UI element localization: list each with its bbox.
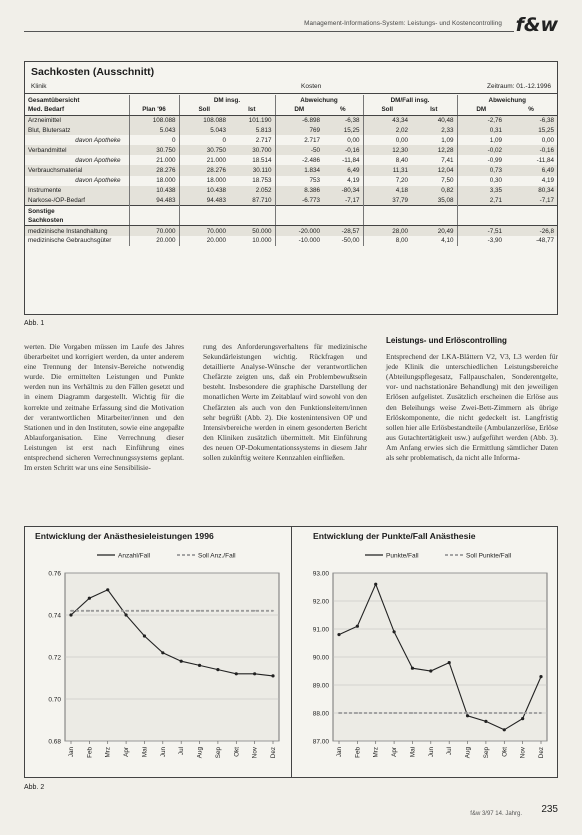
period-label: Zeitraum: 01.-12.1996	[487, 83, 551, 90]
table-cell: 12,28	[411, 145, 457, 155]
table-cell: 40,48	[411, 115, 457, 125]
table-cell: -6.773	[275, 196, 323, 206]
table-cell: 7,50	[441, 177, 454, 185]
group-header: DM/Fall insg.	[363, 95, 457, 105]
table-cell: 1.834	[275, 165, 323, 175]
clinic-label: Klinik	[31, 83, 47, 90]
row-label: medizinische Gebrauchsgüter	[28, 237, 112, 245]
table-cell: 4,19	[347, 177, 360, 185]
table-cell: 0	[129, 135, 179, 145]
text-column-3-body: Entsprechend der LKA-Blättern V2, V3, L3 werden für jede Klinik die unterschiedlichen Leistungsbereiche (Abteilungspflegesatz, Fallpauschalen, Sonderentgelte, vor- und nachstationäre Behandlung) mit den jeweiligen Erlösen aufgelistet. Zusätzlich erscheinen die Erlöse aus den Beleihungs weise Zwei-Bett-Zimmern als übrige Erlöskomponente, die nicht gedeckelt ist. Langfristig sollen hier alle Erlösbestandteile (Ambulanzerlöse, Erlöse aus Gutachtertätigkeit usw.) aufgeführt werden (Abb. 3). Am Anfang erwies sich die Ermittlung sämtlicher Daten als sehr problematisch, da nicht alle Informa-	[386, 352, 558, 463]
target-point	[540, 712, 542, 714]
table-cell: -11,84	[536, 156, 554, 164]
target-point	[70, 610, 72, 612]
x-tick-label: Okt	[233, 747, 241, 757]
table-cell: 0,00	[363, 135, 411, 145]
table-cell: 2,02	[363, 125, 411, 135]
x-tick-label: Jul	[178, 747, 186, 756]
table-cell: 30.110	[229, 165, 275, 175]
table-cell: 2,71	[457, 196, 505, 206]
x-tick-label: Dez	[270, 747, 277, 759]
x-tick-label: Apr	[123, 747, 131, 757]
legend-label: Punkte/Fall	[386, 552, 419, 560]
table-cell: 769	[275, 125, 323, 135]
table-cell: 1,09	[441, 136, 454, 144]
y-tick-label: 0.70	[48, 696, 61, 704]
table-cell: 28.276	[179, 165, 229, 175]
target-point	[356, 712, 358, 714]
y-tick-label: 93.00	[312, 570, 329, 578]
table-cell: 12,04	[411, 165, 457, 175]
table-cell: 4,19	[541, 177, 554, 185]
table-cell: 10.438	[129, 186, 179, 196]
table-cell: 8.386	[275, 186, 323, 196]
target-point	[485, 712, 487, 714]
target-point	[448, 712, 450, 714]
table-cell: -6.898	[275, 115, 323, 125]
section2-label-line2: Sachkosten	[25, 216, 129, 226]
data-point	[374, 583, 377, 586]
y-tick-label: 89.00	[312, 682, 329, 690]
table-cell: -10.000	[275, 236, 323, 246]
y-tick-label: 91.00	[312, 626, 329, 634]
y-tick-label: 0.68	[48, 738, 61, 746]
data-point	[356, 625, 359, 628]
unit-label: Kosten	[301, 83, 322, 90]
table-cell: 11,31	[363, 165, 411, 175]
table-cell: 18.753	[252, 177, 272, 185]
table-cell: -0,16	[505, 145, 557, 155]
target-point	[125, 610, 127, 612]
x-tick-label: Mai	[409, 747, 417, 758]
data-point	[503, 728, 506, 731]
table-row	[25, 155, 557, 165]
table-cell: 0,82	[411, 186, 457, 196]
row-label: Arzneimittel	[25, 115, 129, 125]
legend-label: Soll Punkte/Fall	[466, 552, 512, 560]
table-row	[25, 115, 557, 125]
table-cell: 1,09	[457, 135, 505, 145]
x-tick-label: Aug	[464, 747, 472, 759]
table-cell: 70.000	[129, 226, 179, 236]
group-header-row	[25, 95, 557, 105]
x-tick-label: Aug	[196, 747, 204, 759]
target-point	[272, 610, 274, 612]
table-cell: 30.750	[179, 145, 229, 155]
table-cell: -11,84	[342, 156, 360, 164]
table-cell: 12,30	[363, 145, 411, 155]
table-cell: 6,49	[323, 165, 363, 175]
y-tick-label: 0.72	[48, 654, 61, 662]
figure-caption-2: Abb. 2	[24, 784, 45, 791]
table-cell: 7,41	[441, 156, 454, 164]
text-column-3	[386, 336, 558, 463]
table-cell: 18.000	[179, 176, 229, 186]
y-tick-label: 87.00	[312, 738, 329, 746]
group-header: Abweichung	[275, 95, 363, 105]
data-point	[466, 714, 469, 717]
x-tick-label: Jun	[427, 747, 435, 758]
x-tick-label: Apr	[391, 747, 399, 757]
x-tick-label: Nov	[251, 747, 259, 759]
table-cell: -7,51	[457, 226, 505, 236]
table-cell: 753	[275, 176, 323, 186]
table-cell: 20.000	[179, 236, 229, 246]
group-header: Abweichung	[457, 95, 557, 105]
table-cell: 80,34	[505, 186, 557, 196]
table-cell: 2,33	[411, 125, 457, 135]
x-tick-label: Jun	[159, 747, 167, 758]
table-cell: 108.088	[179, 115, 229, 125]
target-point	[217, 610, 219, 612]
table-cell: -7,17	[505, 196, 557, 206]
x-tick-label: Feb	[354, 747, 362, 758]
table-cell: -0,99	[457, 155, 505, 165]
chart1-title: Entwicklung der Anästhesieleistungen 1996	[35, 531, 214, 541]
y-tick-label: 90.00	[312, 654, 329, 662]
y-tick-label: 0.76	[48, 570, 61, 578]
section2-label-line1: Sonstige	[25, 206, 129, 216]
header-rule	[24, 31, 514, 32]
table-cell: -3,90	[457, 236, 505, 246]
table-cell: 2.717	[275, 135, 323, 145]
table-cell: 18.000	[129, 176, 179, 186]
x-tick-label: Feb	[86, 747, 94, 758]
table-cell: 15,25	[505, 125, 557, 135]
table-cell: 50.000	[229, 226, 275, 236]
column-header: DM	[457, 105, 505, 115]
text-column-1: werten. Die Vorgaben müssen im Laufe des Jahres überarbeitet und korrigiert werden, da unter anderem eine Trennung der Intensiv-Bereiche notwendig wurde. Die ermittelten Leistungen und Punkte werden nun ins Verhältnis zu den Fällen gesetzt und in einem Diagramm dargestellt. Wichtig für die korrekte und zeitnahe Erfassung sind die Motivation der verantwortlichen Mitarbeiter/innen und den Stationen und in den Instituten, sowie eine angepaßte Ablauforganisation. Eine Verrechnung dieser Leistungen ist erst nach Einführung eines entsprechend sicheren Verrechnungssystems geplant. Im ersten Schritt war uns eine Sensibilisie-	[24, 342, 184, 473]
table-cell: 10.438	[179, 186, 229, 196]
table-cell: 0,00	[347, 136, 360, 144]
target-point	[393, 712, 395, 714]
table-cell: 108.088	[129, 115, 179, 125]
data-point	[271, 674, 274, 677]
target-point	[180, 610, 182, 612]
target-point	[503, 712, 505, 714]
table-cell: 87.710	[229, 196, 275, 206]
table-cell: 101.190	[229, 115, 275, 125]
header-text: Management-Informations-System: Leistungs- und Kostencontrolling	[304, 20, 502, 27]
data-point	[161, 651, 164, 654]
data-point	[484, 720, 487, 723]
y-tick-label: 0.74	[48, 612, 61, 620]
data-point	[180, 660, 183, 663]
table-cell: 20,49	[411, 226, 457, 236]
table-row	[25, 135, 557, 145]
legend-label: Anzahl/Fall	[118, 552, 151, 560]
table-title: Sachkosten (Ausschnitt)	[31, 66, 155, 78]
table-row	[25, 165, 557, 175]
column-header: Plan '96	[129, 105, 179, 115]
table-cell: 21.000	[129, 155, 179, 165]
target-point	[199, 610, 201, 612]
x-tick-label: Mrz	[104, 747, 112, 758]
section1-label-line1: Gesamtübersicht	[28, 96, 80, 104]
data-point	[143, 634, 146, 637]
column-header-row	[25, 105, 557, 115]
table-cell: 70.000	[179, 226, 229, 236]
anaesthesia-services-chart	[27, 543, 289, 775]
page-header	[24, 14, 558, 40]
table-cell: -28,57	[323, 226, 363, 236]
table-cell: 30.700	[229, 145, 275, 155]
target-point	[254, 610, 256, 612]
data-point	[429, 669, 432, 672]
title-rule	[25, 93, 557, 94]
row-label: Narkose-/OP-Bedarf	[25, 196, 129, 206]
target-point	[88, 610, 90, 612]
table-cell: -50,00	[341, 237, 360, 245]
data-point	[106, 588, 109, 591]
table-cell: 6,49	[505, 165, 557, 175]
target-point	[430, 712, 432, 714]
column-header: %	[323, 105, 363, 115]
column-header: Soll	[179, 105, 229, 115]
table-cell: 3,35	[457, 186, 505, 196]
table-cell: 5.813	[229, 125, 275, 135]
table-cell: -20.000	[275, 226, 323, 236]
table-row	[25, 125, 557, 135]
x-tick-label: Jul	[446, 747, 454, 756]
points-per-case-chart	[295, 543, 557, 775]
table-cell: 4,10	[441, 237, 454, 245]
column-header: DM	[275, 105, 323, 115]
table-cell: 5.043	[129, 125, 179, 135]
table-cell: 30.750	[129, 145, 179, 155]
data-point	[392, 630, 395, 633]
table-cell: 10.000	[252, 237, 272, 245]
table-cell: 35,08	[411, 196, 457, 206]
table-cell: 2.717	[255, 136, 272, 144]
row-label: Verbrauchsmaterial	[25, 165, 129, 175]
table-cell: -50	[275, 145, 323, 155]
charts-box	[24, 526, 558, 778]
table-cell: 0	[179, 135, 229, 145]
y-tick-label: 92.00	[312, 598, 329, 606]
target-point	[412, 712, 414, 714]
table-cell: 8,40	[363, 155, 411, 165]
x-tick-label: Sep	[482, 747, 490, 759]
table-cell: -6,38	[505, 115, 557, 125]
target-point	[107, 610, 109, 612]
footer-text: f&w 3/97 14. Jahrg.	[470, 811, 522, 817]
table-cell: 37,79	[363, 196, 411, 206]
data-point	[448, 661, 451, 664]
data-point	[337, 633, 340, 636]
x-tick-label: Dez	[538, 747, 545, 759]
x-tick-label: Jan	[336, 747, 343, 758]
cost-table	[25, 95, 557, 246]
journal-logo: f&w	[515, 14, 558, 36]
table-cell: 28.276	[129, 165, 179, 175]
table-cell: 0,30	[457, 176, 505, 186]
x-tick-label: Sep	[214, 747, 222, 759]
data-point	[235, 672, 238, 675]
cost-rows-other	[25, 226, 557, 246]
data-point	[88, 597, 91, 600]
column-header: %	[505, 105, 557, 115]
target-point	[235, 610, 237, 612]
row-label: Blut, Blutersatz	[25, 125, 129, 135]
row-label: davon Apotheke	[75, 177, 121, 185]
target-point	[144, 610, 146, 612]
section2-header-row	[25, 216, 557, 226]
x-tick-label: Nov	[519, 747, 527, 759]
table-cell: 43,34	[363, 115, 411, 125]
text-column-2: rung des Anforderungsverhaltens für medizinische Sekundärleistungen wichtig. Rückfragen und detaillierte Analyse-Wünsche der verantwortlichen Chefärzte zeigten uns, daß ein Problembewußtsein besteht. Insbesondere die graphische Darstellung der monatlichen Werte im Zeitablauf wird sowohl von den Chefärzten als auch von den Funktionsleitern/innen sehr begrüßt (Abb. 2). Die kostenintensiven OP und Intensivbereiche werden in einem gesonderten Bericht den Kliniken zusätzlich übermittelt. Mit Einführung des neuen OP-Dokumentationssystems in diesem Jahr sollen zukünftig weitere Kennzahlen einfließen.	[203, 342, 367, 463]
data-point	[253, 672, 256, 675]
legend-label: Soll Anz./Fall	[198, 552, 236, 560]
table-row	[25, 186, 557, 196]
table-row	[25, 176, 557, 186]
target-point	[162, 610, 164, 612]
chart2-title: Entwicklung der Punkte/Fall Anästhesie	[313, 531, 476, 541]
x-tick-label: Mrz	[372, 747, 380, 758]
x-tick-label: Okt	[501, 747, 509, 757]
page-number: 235	[541, 804, 558, 815]
table-cell: 0,73	[457, 165, 505, 175]
table-cell: 0,31	[457, 125, 505, 135]
table-cell: 4,18	[363, 186, 411, 196]
table-cell: 2.052	[229, 186, 275, 196]
target-point	[467, 712, 469, 714]
section-heading: Leistungs- und Erlöscontrolling	[386, 336, 507, 345]
table-cell: -26,8	[505, 226, 557, 236]
section1-label-line2: Med. Bedarf	[25, 105, 129, 115]
x-tick-label: Jan	[68, 747, 75, 758]
table-cell: -48,77	[536, 237, 554, 245]
table-cell: 20.000	[129, 236, 179, 246]
x-tick-label: Mai	[141, 747, 149, 758]
data-point	[539, 675, 542, 678]
table-cell: -0,02	[457, 145, 505, 155]
table-cell: -2.486	[275, 155, 323, 165]
data-point	[124, 613, 127, 616]
chart-separator	[291, 527, 292, 777]
target-point	[338, 712, 340, 714]
table-cell: -80,34	[323, 186, 363, 196]
data-point	[521, 717, 524, 720]
table-cell: 7,20	[363, 176, 411, 186]
column-header: Ist	[411, 105, 457, 115]
row-label: medizinische Instandhaltung	[25, 226, 129, 236]
data-point	[216, 668, 219, 671]
column-header: Soll	[363, 105, 411, 115]
table-row	[25, 196, 557, 206]
table-cell: 21.000	[179, 155, 229, 165]
table-cell: -0,16	[323, 145, 363, 155]
cost-table-box	[24, 61, 558, 315]
section2-header-row	[25, 206, 557, 216]
table-row	[25, 236, 557, 246]
table-cell: -6,38	[323, 115, 363, 125]
row-label: davon Apotheke	[75, 156, 121, 164]
data-point	[198, 664, 201, 667]
table-row	[25, 226, 557, 236]
table-cell: 8,00	[363, 236, 411, 246]
table-cell: 28,00	[363, 226, 411, 236]
target-point	[522, 712, 524, 714]
table-cell: 18.514	[252, 156, 272, 164]
column-header: Ist	[229, 105, 275, 115]
figure-caption-1: Abb. 1	[24, 320, 45, 327]
table-cell: -2,76	[457, 115, 505, 125]
data-point	[411, 667, 414, 670]
table-cell: 5.043	[179, 125, 229, 135]
table-cell: 0,00	[541, 136, 554, 144]
group-header: DM insg.	[179, 95, 275, 105]
row-label: davon Apotheke	[75, 136, 121, 144]
y-tick-label: 88.00	[312, 710, 329, 718]
table-row	[25, 145, 557, 155]
row-label: Verbandmittel	[25, 145, 129, 155]
table-cell: -7,17	[323, 196, 363, 206]
table-cell: 15,25	[323, 125, 363, 135]
data-point	[69, 613, 72, 616]
table-cell: 94.483	[179, 196, 229, 206]
table-cell: 94.483	[129, 196, 179, 206]
row-label: Instrumente	[25, 186, 129, 196]
target-point	[375, 712, 377, 714]
cost-rows-main	[25, 115, 557, 206]
